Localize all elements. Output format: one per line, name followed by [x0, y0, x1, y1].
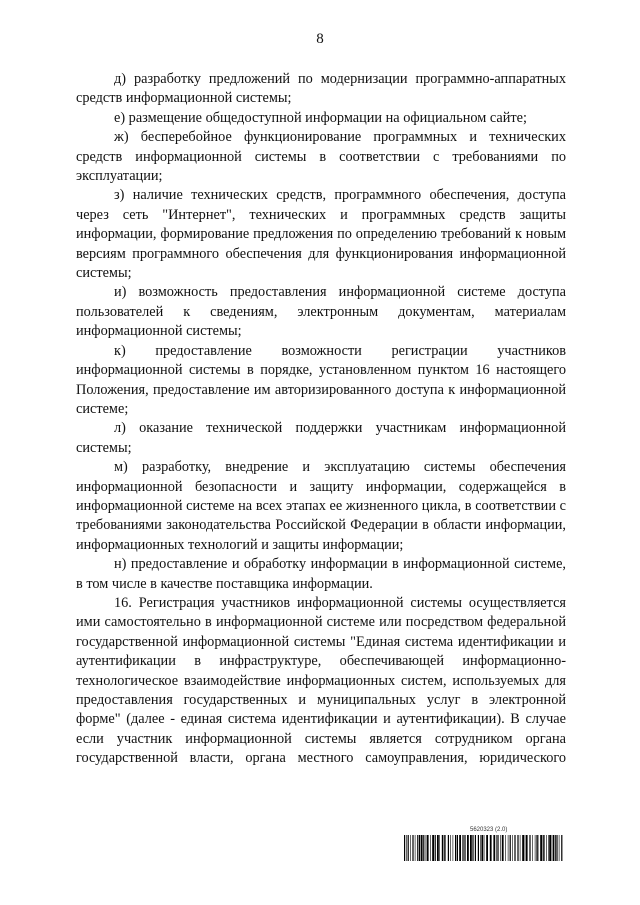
barcode-bar: [508, 835, 509, 861]
barcode-bar: [462, 835, 463, 861]
barcode-bar: [470, 835, 472, 861]
barcode-bar: [514, 835, 515, 861]
barcode-bar: [535, 835, 536, 861]
barcode-bar: [457, 835, 458, 861]
paragraph-d: д) разработку предложений по модернизации программно-аппаратных средств информационной системы;: [76, 71, 566, 107]
barcode-bar: [437, 835, 439, 861]
barcode-bar: [496, 835, 497, 861]
barcode-bar: [450, 835, 451, 861]
paragraph-z: з) наличие технических средств, программного обеспечения, доступа через сеть "Интернет", технических и программных средств защиты информации, формирование предложения по определению требований к новым версиям программного обеспечения для функционирования информационной системы;: [76, 187, 566, 282]
barcode-bar: [553, 835, 554, 861]
barcode-bar: [517, 835, 518, 861]
barcode-bar: [525, 835, 526, 861]
barcode-bar: [444, 835, 445, 861]
barcode-bar: [445, 835, 446, 861]
barcode-bar: [412, 835, 413, 861]
barcode-bar: [410, 835, 411, 861]
barcode-bar: [435, 835, 436, 861]
barcode-bar: [481, 835, 483, 861]
barcode-icon: [404, 835, 564, 861]
barcode-bar: [502, 835, 504, 861]
barcode-bar: [493, 835, 495, 861]
barcode-bar: [512, 835, 513, 861]
barcode-bar: [480, 835, 481, 861]
barcode-bar: [432, 835, 434, 861]
paragraph-n: н) предоставление и обработку информации в информационной системе, в том числе в качестве поставщика информации.: [76, 556, 566, 592]
barcode-bar: [544, 835, 545, 861]
barcode-bar: [463, 835, 464, 861]
barcode-bar: [532, 835, 533, 861]
barcode-bar: [552, 835, 553, 861]
barcode-bar: [559, 835, 560, 861]
barcode-bar: [472, 835, 473, 861]
barcode-bar: [510, 835, 511, 861]
barcode-bar: [561, 835, 562, 861]
barcode-bar: [453, 835, 454, 861]
barcode-bar: [540, 835, 542, 861]
barcode-bar: [475, 835, 476, 861]
page-number: 8: [316, 31, 324, 47]
barcode-bar: [484, 835, 485, 861]
barcode-bar: [529, 835, 530, 861]
barcode-bar: [556, 835, 557, 861]
paragraph-m: м) разработку, внедрение и эксплуатацию системы обеспечения информационной безопасности и защиту информации, содержащейся в информационной системе на всех этапах ее жизненного цикла, в соответствии с требованиями законодательства Российской Федерации в области информации, информационных технологий и защиты информации;: [76, 459, 566, 553]
paragraph-16: 16. Регистрация участников информационной системы осуществляется ими самостоятельно в информационной системе или посредством федеральной государственной информационной системы "Единая система идентификации и аутентификации в инфраструктуре, обеспечивающей информационно-технологическое взаимодействие информационных систем, используемых для предоставления государственных и муниципальных услуг в электронной форме" (далее - единая система идентификации и аутентификации). В случае если участник информационной системы является сотрудником органа государственной власти, органа местного самоуправления, юридического: [76, 594, 566, 767]
barcode-bar: [526, 835, 528, 861]
barcode-bar: [500, 835, 501, 861]
paragraph-zh: ж) бесперебойное функционирование программных и технических средств информационной системы в соответствии с требованиями по эксплуатации;: [76, 129, 566, 185]
barcode-bar: [520, 835, 521, 861]
barcode-bar: [537, 835, 538, 861]
barcode-bar: [406, 835, 407, 861]
barcode-bar: [408, 835, 409, 861]
barcode-bar: [430, 835, 431, 861]
paragraph-l: л) оказание технической поддержки участникам информационной системы;: [76, 420, 566, 456]
barcode-bar: [543, 835, 544, 861]
barcode-bar: [522, 835, 524, 861]
barcode-bar: [548, 835, 549, 861]
paragraph-k: к) предоставление возможности регистрации участников информационной системы в порядке, установленном пунктом 16 настоящего Положения, предоставление им авторизированного доступа к информационной системе;: [76, 342, 566, 417]
barcode-bar: [486, 835, 488, 861]
barcode-bar: [427, 835, 429, 861]
barcode-bar: [419, 835, 420, 861]
barcode-bar: [555, 835, 556, 861]
barcode-bar: [549, 835, 551, 861]
barcode-bar: [467, 835, 469, 861]
barcode-bar: [423, 835, 424, 861]
barcode-bar: [505, 835, 506, 861]
barcode-bar: [498, 835, 499, 861]
barcode-bar: [465, 835, 466, 861]
barcode-bar: [442, 835, 443, 861]
barcode-bar: [421, 835, 423, 861]
barcode-bar: [426, 835, 427, 861]
barcode-bar: [448, 835, 449, 861]
barcode-bar: [415, 835, 416, 861]
paragraph-i: и) возможность предоставления информационной системе доступа пользователей к сведениям, электронным документам, материалам информационной системы;: [76, 284, 566, 340]
barcode-bar: [404, 835, 405, 861]
barcode-bar: [536, 835, 537, 861]
barcode-bar: [455, 835, 456, 861]
barcode-bar: [439, 835, 440, 861]
barcode-bar: [459, 835, 461, 861]
barcode-bar: [417, 835, 418, 861]
paragraph-e: е) размещение общедоступной информации на официальном сайте;: [114, 109, 527, 126]
document-code: 5620323 (2.0): [470, 827, 508, 833]
barcode-bar: [546, 835, 547, 861]
barcode-bar: [490, 835, 492, 861]
document-body: [76, 70, 566, 769]
barcode-bar: [478, 835, 479, 861]
